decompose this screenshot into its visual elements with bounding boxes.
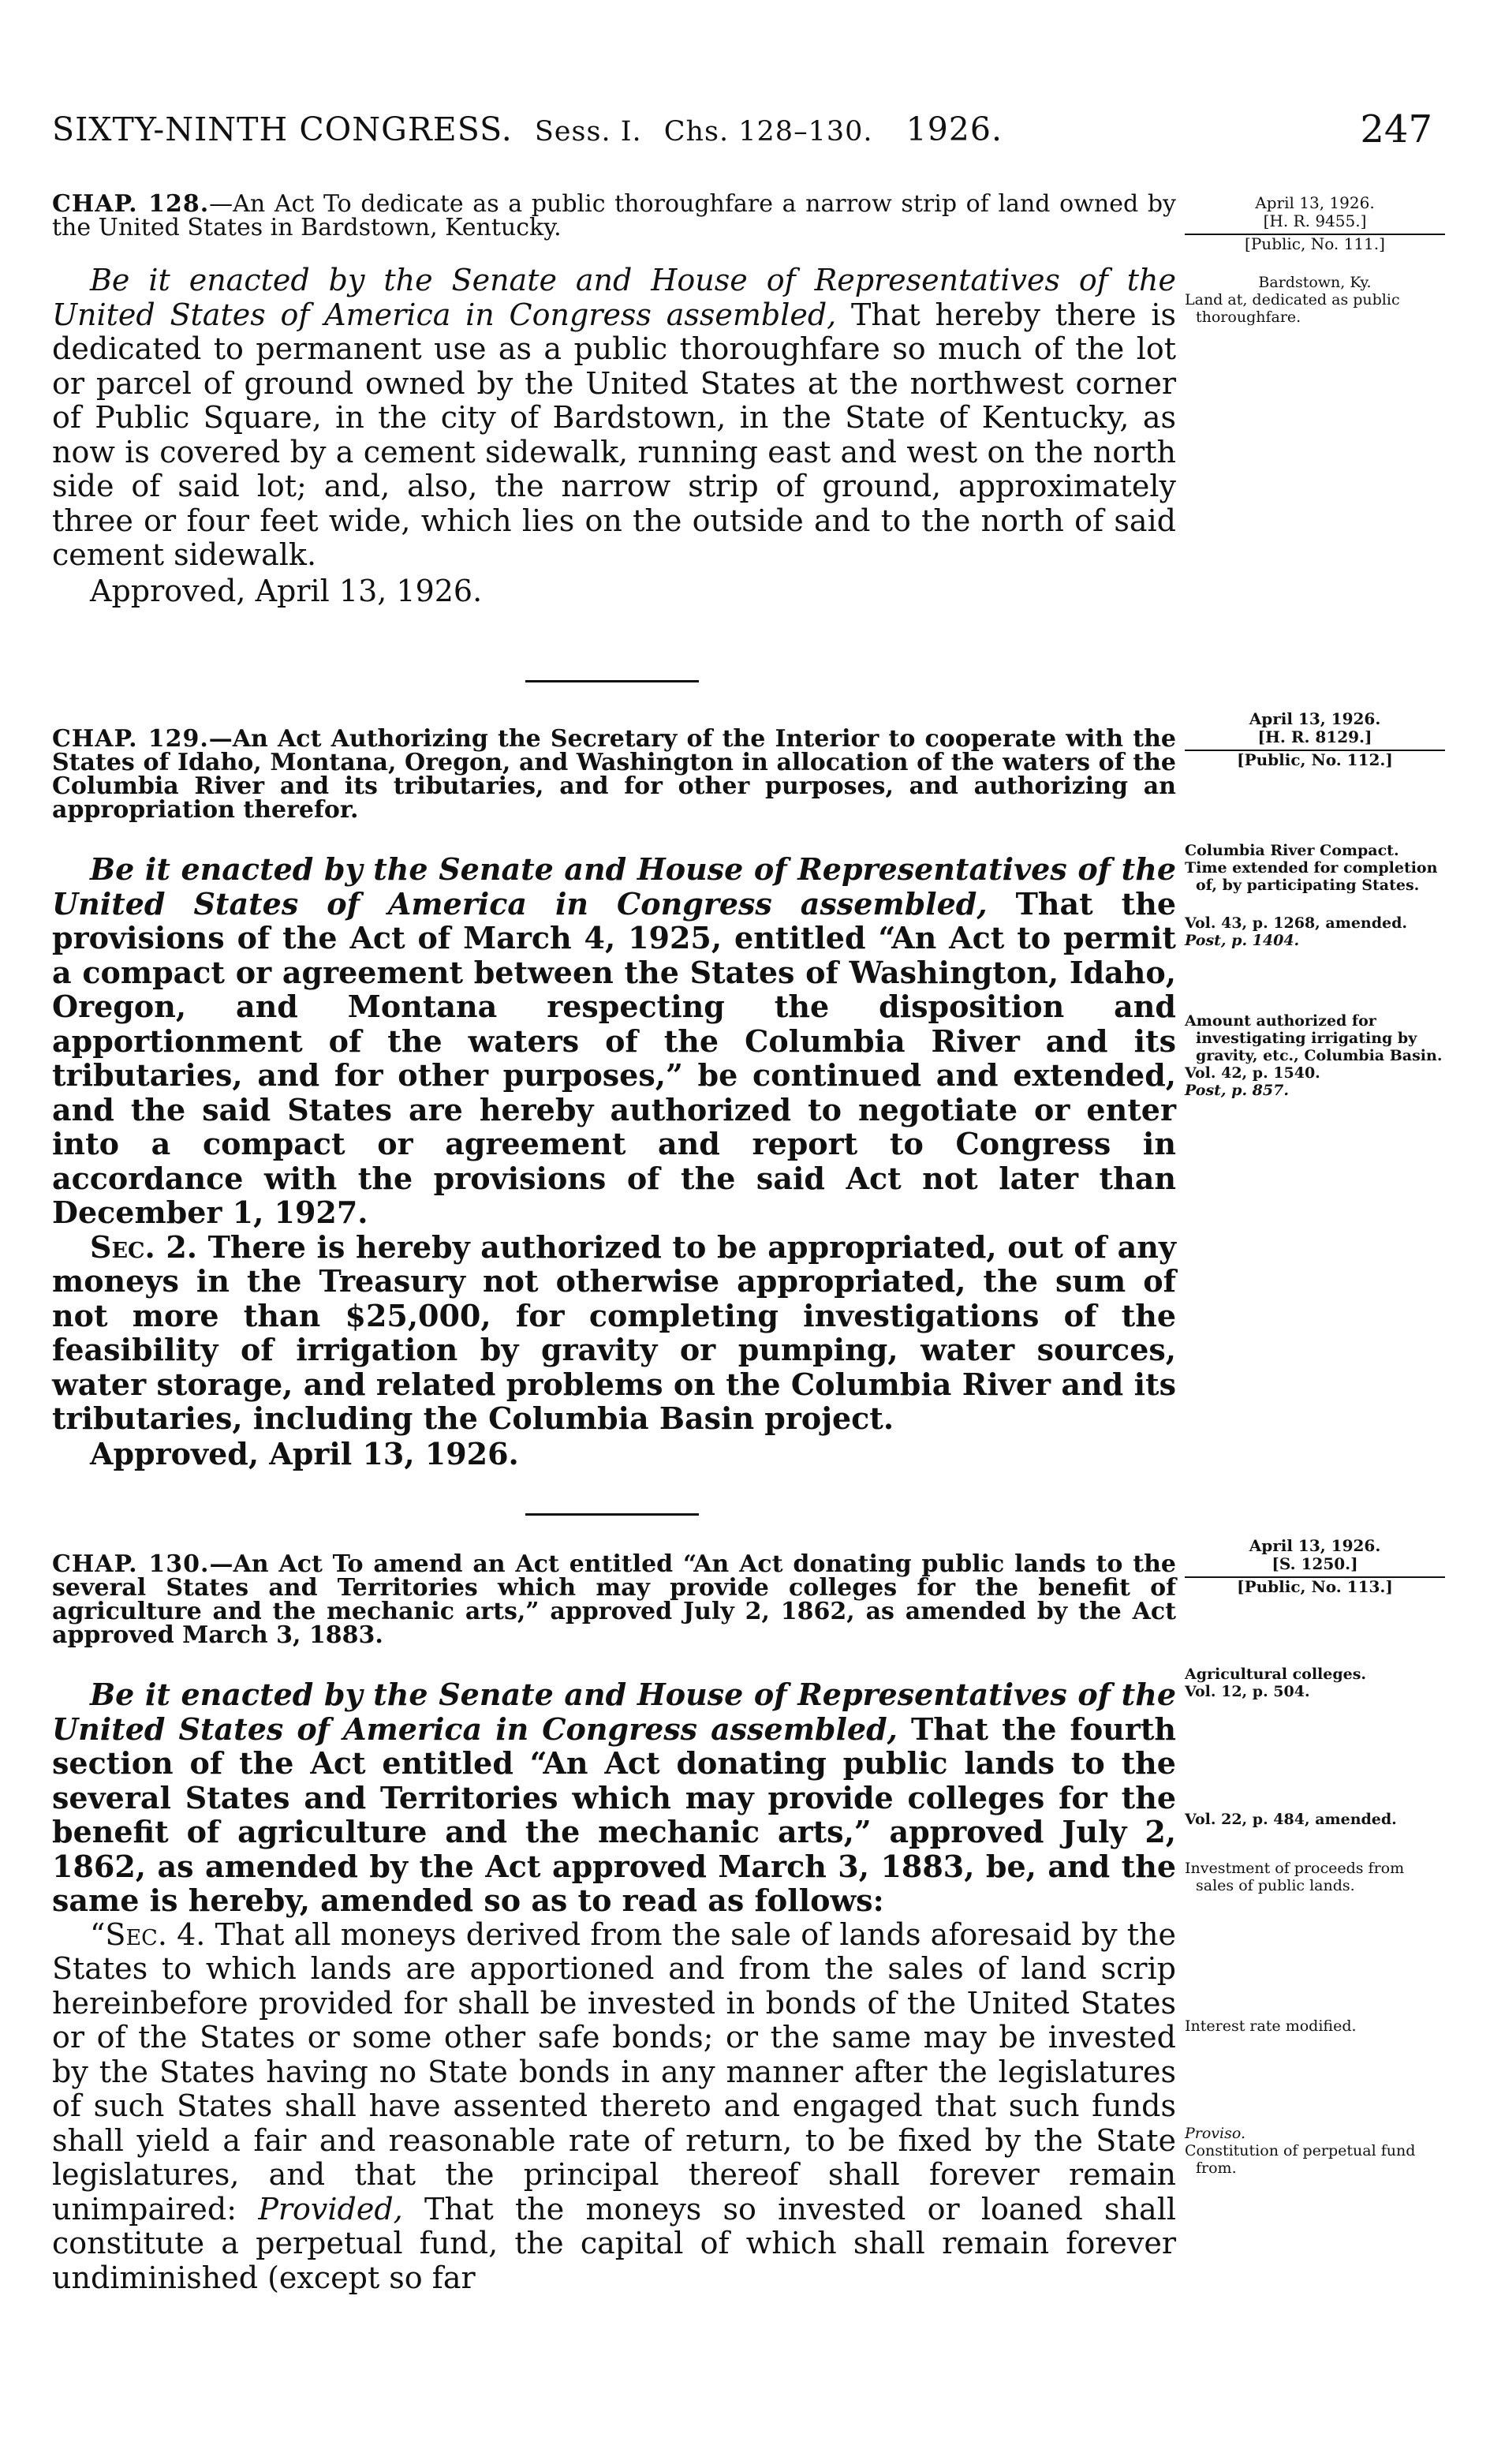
chapter-title: CHAP. 128.—An Act To dedicate as a public thoroughfare a narrow strip of land owned by the United States in Bardstown, Kentucky. bbox=[52, 190, 1176, 241]
year: 1926. bbox=[906, 110, 1003, 148]
chapter-title: CHAP. 130.—An Act To amend an Act entitled “An Act donating public lands to the several States and Territories which may provide colleges for the benefit of agriculture and the mechanic arts,” approved July 2, 1862, as amended by the Act approved March 3, 1883. bbox=[52, 1550, 1177, 1649]
margin-note: Investment of proceeds from sales of public lands. bbox=[1185, 1860, 1405, 1894]
bill-reference: April 13, 1926. [H. R. 9455.] [Public, No. 111.] bbox=[1185, 194, 1445, 253]
margin-note: Post, p. 857. bbox=[1185, 1082, 1289, 1099]
margin-note: Time extended for completion of, by participating States. bbox=[1185, 859, 1438, 894]
margin-note: Bardstown, Ky. bbox=[1258, 274, 1372, 291]
margin-note: Columbia River Compact. bbox=[1185, 842, 1399, 859]
approved-date: Approved, April 13, 1926. bbox=[90, 573, 483, 608]
section-divider bbox=[525, 1513, 699, 1516]
margin-notes-128 bbox=[1185, 194, 1445, 326]
bill-reference: April 13, 1926. [H. R. 8129.] [Public, No. 112.] bbox=[1185, 710, 1445, 769]
chapter-128 bbox=[52, 190, 1176, 609]
chapter-text bbox=[52, 264, 1176, 573]
margin-note: Vol. 42, p. 1540. bbox=[1185, 1064, 1320, 1082]
approved-date: Approved, April 13, 1926. bbox=[90, 1435, 519, 1471]
margin-note: Agricultural colleges. bbox=[1185, 1666, 1367, 1683]
chapter-range: Chs. 128–130. bbox=[663, 116, 873, 148]
margin-notes-130 bbox=[1185, 1537, 1445, 2177]
section-divider bbox=[525, 680, 699, 682]
proviso-word: Provided, bbox=[258, 2191, 403, 2227]
enacting-clause: Be it enacted by the Senate and House of Representatives of the United States of America in Congress assembled, bbox=[52, 263, 1176, 332]
margin-note: Post, p. 1404. bbox=[1185, 932, 1300, 949]
bill-reference: April 13, 1926. [S. 1250.] [Public, No. 113.] bbox=[1185, 1537, 1445, 1596]
margin-note: Vol. 12, p. 504. bbox=[1185, 1683, 1310, 1700]
margin-notes-129 bbox=[1185, 710, 1445, 1099]
congress-title: SIXTY-NINTH CONGRESS. bbox=[52, 110, 513, 148]
chapter-text bbox=[52, 1677, 1176, 1918]
session: Sess. I. bbox=[534, 116, 642, 148]
margin-note: Vol. 43, p. 1268, amended. bbox=[1185, 914, 1408, 932]
margin-note: Proviso. bbox=[1185, 2125, 1246, 2142]
chapter-body: That the fourth section of the Act entitled “An Act donating public lands to the several States and Territories which may provide colleges for the benefit of agriculture and the mechanic arts,” approved July 2, 1862, as amended by the Act approved March 3, 1883, be, and the same is hereby, amended so as to read as follows: bbox=[52, 1711, 1176, 1918]
chapter-129 bbox=[52, 727, 1176, 1472]
chapter-text bbox=[52, 852, 1176, 1230]
margin-note: Vol. 22, p. 484, amended. bbox=[1185, 1811, 1397, 1828]
chapter-title: CHAP. 129.—An Act Authorizing the Secretary of the Interior to cooperate with the States of Idaho, Montana, Oregon, and Washington in allocation of the waters of the Columbia River and its tributaries, and for other purposes, and authorizing an appropriation therefor. bbox=[52, 725, 1177, 824]
enacting-clause: Be it enacted by the Senate and House of Representatives of the United States of America in Congress assembled, bbox=[52, 851, 1176, 922]
margin-note: Land at, dedicated as public thoroughfare. bbox=[1185, 291, 1400, 326]
margin-note: Amount authorized for investigating irrigating by gravity, etc., Columbia Basin. bbox=[1185, 1012, 1443, 1064]
running-header bbox=[52, 107, 1432, 166]
chapter-body: That the provisions of the Act of March 4, 1925, entitled “An Act to permit a compact or agreement between the States of Washington, Idaho, Oregon, and Montana respecting the disposition and apportionment of the waters of the Columbia River and its tributaries, and for other purposes,” be continued and extended, and the said States are hereby authorized to negotiate or enter into a compact or agreement and report to Congress in accordance with the provisions of the said Act not later than December 1, 1927. bbox=[52, 885, 1177, 1230]
chapter-130 bbox=[52, 1550, 1177, 2295]
chapter-body: That hereby there is dedicated to permanent use as a public thoroughfare so much of the lot or parcel of ground owned by the United States at the northwest corner of Public Square, in the city of Bardstown, in the State of Kentucky, as now is covered by a cement sidewalk, running east and west on the north side of said lot; and, also, the narrow strip of ground, approximately three or four feet wide, which lies on the outside and to the north of said cement sidewalk. bbox=[52, 297, 1176, 572]
page-number: 247 bbox=[1360, 107, 1432, 151]
margin-note: Interest rate modified. bbox=[1185, 2017, 1357, 2035]
section-4: “Sec. 4. That all moneys derived from the sale of lands aforesaid by the States to which lands are apportioned and from the sales of land scrip hereinbefore provided for shall be invested in bonds of the United States or of the States or some other safe bonds; or the same may be invested by the States having no State bonds in any manner after the legislatures of such States shall have assented thereto and engaged that such funds shall yield a fair and reasonable rate of return, to be fixed by the State legislatures, and that the principal thereof shall forever remain unimpaired: Provided, That the moneys so invested or loaned shall constitute a perpetual fund, the capital of which shall remain forever undiminished (except so far bbox=[52, 1916, 1176, 2295]
margin-note: Constitution of perpetual fund from. bbox=[1185, 2142, 1416, 2177]
enacting-clause: Be it enacted by the Senate and House of Representatives of the United States of America in Congress assembled, bbox=[52, 1677, 1176, 1747]
section-2: Sec. 2. There is hereby authorized to be appropriated, out of any moneys in the Treasury not otherwise appropriated, the sum of not more than $25,000, for completing investigations of the feasibility of irrigation by gravity or pumping, water sources, water storage, and related problems on the Columbia River and its tributaries, including the Columbia Basin project. bbox=[52, 1228, 1177, 1436]
